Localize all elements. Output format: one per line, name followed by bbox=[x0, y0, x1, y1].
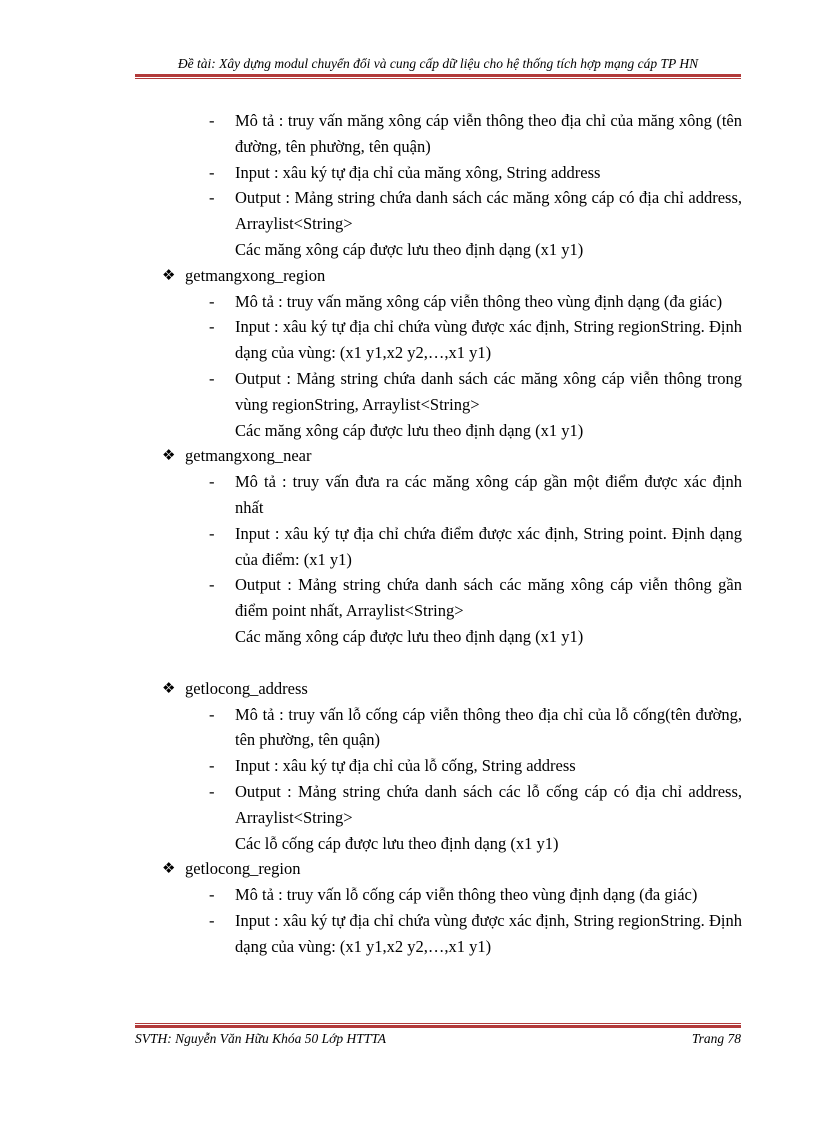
list-item bbox=[162, 521, 742, 573]
dash-bullet: - bbox=[209, 523, 215, 543]
dash-bullet: - bbox=[209, 291, 215, 311]
list-item bbox=[162, 289, 742, 315]
list-item-text: Input : xâu ký tự địa chỉ của măng xông, String address bbox=[235, 162, 601, 182]
list-item-text: Input : xâu ký tự địa chỉ của lỗ cống, String address bbox=[235, 756, 576, 776]
list-item bbox=[162, 469, 742, 521]
list-item-text: Mô tả : truy vấn măng xông cáp viễn thông theo địa chỉ của măng xông (tên đường, tên phường, tên quận) bbox=[235, 111, 742, 156]
list-item bbox=[162, 753, 742, 779]
dash-bullet: - bbox=[209, 368, 215, 388]
dash-bullet: - bbox=[209, 472, 215, 492]
document-body bbox=[162, 108, 742, 960]
list-item bbox=[162, 572, 742, 624]
list-item bbox=[162, 908, 742, 960]
list-item-text: Mô tả : truy vấn măng xông cáp viễn thông theo vùng định dạng (đa giác) bbox=[235, 291, 723, 311]
dash-bullet: - bbox=[209, 910, 215, 930]
header-rule bbox=[135, 74, 741, 79]
list-item-text: Output : Mảng string chứa danh sách các măng xông cáp viễn thông gần điểm point nhất, Arraylist<String> bbox=[235, 575, 742, 621]
list-item-text: Output : Mảng string chứa danh sách các măng xông cáp viễn thông trong vùng regionString, Arraylist<String> bbox=[235, 368, 742, 414]
list-item-text: Input : xâu ký tự địa chỉ chứa vùng được xác định, String regionString. Định dạng của vùng: (x1 y1,x2 y2,…,x1 y1) bbox=[235, 910, 742, 956]
list-item-text: Mô tả : truy vấn đưa ra các măng xông cáp gần một điểm được xác định nhất bbox=[235, 472, 742, 517]
list-item-text: Mô tả : truy vấn lỗ cống cáp viễn thông theo địa chỉ của lỗ cống(tên đường, tên phường, tên quận) bbox=[235, 704, 742, 750]
dash-bullet: - bbox=[209, 575, 215, 595]
section-heading bbox=[162, 676, 742, 702]
format-note: Các măng xông cáp được lưu theo định dạng (x1 y1) bbox=[235, 626, 584, 646]
list-item bbox=[162, 702, 742, 754]
section-title: getlocong_region bbox=[185, 859, 301, 879]
list-item-text: Mô tả : truy vấn lỗ cống cáp viễn thông theo vùng định dạng (đa giác) bbox=[235, 885, 698, 905]
dash-bullet: - bbox=[209, 781, 215, 801]
list-item bbox=[162, 882, 742, 908]
section-heading bbox=[162, 443, 742, 469]
list-item-text: Input : xâu ký tự địa chỉ chứa vùng được xác định, String regionString. Định dạng của vùng: (x1 y1,x2 y2,…,x1 y1) bbox=[235, 317, 742, 363]
dash-bullet: - bbox=[209, 704, 215, 724]
list-item-text: Output : Mảng string chứa danh sách các lỗ cống cáp có địa chỉ address, Arraylist<String> bbox=[235, 781, 742, 827]
list-item bbox=[162, 185, 742, 237]
dash-bullet: - bbox=[209, 756, 215, 776]
dash-bullet: - bbox=[209, 885, 215, 905]
list-item bbox=[162, 160, 742, 186]
format-note: Các lỗ cống cáp được lưu theo định dạng (x1 y1) bbox=[235, 833, 559, 853]
dash-bullet: - bbox=[209, 111, 215, 130]
section-heading bbox=[162, 856, 742, 882]
diamond-bullet-icon: ❖ bbox=[162, 265, 176, 284]
section-title: getmangxong_near bbox=[185, 446, 312, 466]
dash-bullet: - bbox=[209, 188, 215, 208]
dash-bullet: - bbox=[209, 162, 215, 182]
section-title: getlocong_address bbox=[185, 678, 308, 698]
dash-bullet: - bbox=[209, 317, 215, 337]
diamond-bullet-icon: ❖ bbox=[162, 678, 176, 697]
footer-author: SVTH: Nguyễn Văn Hữu Khóa 50 Lớp HTTTA bbox=[135, 1031, 386, 1046]
diamond-bullet-icon: ❖ bbox=[162, 859, 176, 878]
format-note: Các măng xông cáp được lưu theo định dạng (x1 y1) bbox=[235, 420, 584, 440]
list-item bbox=[162, 779, 742, 831]
list-item bbox=[162, 366, 742, 418]
section-title: getmangxong_region bbox=[185, 265, 326, 285]
list-item-text: Input : xâu ký tự địa chỉ chứa điểm được xác định, String point. Định dạng của điểm: (x1 y1) bbox=[235, 523, 742, 569]
page-number: Trang 78 bbox=[691, 1031, 741, 1046]
format-note: Các măng xông cáp được lưu theo định dạng (x1 y1) bbox=[235, 239, 584, 259]
footer-rule bbox=[135, 1023, 741, 1028]
blank-line bbox=[162, 650, 742, 676]
diamond-bullet-icon: ❖ bbox=[162, 446, 176, 465]
section-heading bbox=[162, 263, 742, 289]
list-item bbox=[162, 314, 742, 366]
page-header: Đề tài: Xây dựng modul chuyển đổi và cung cấp dữ liệu cho hệ thống tích hợp mạng cáp TP HN bbox=[177, 56, 699, 71]
list-item-text: Output : Mảng string chứa danh sách các măng xông cáp có địa chỉ address, Arraylist<String> bbox=[235, 188, 742, 234]
list-item bbox=[162, 108, 742, 160]
